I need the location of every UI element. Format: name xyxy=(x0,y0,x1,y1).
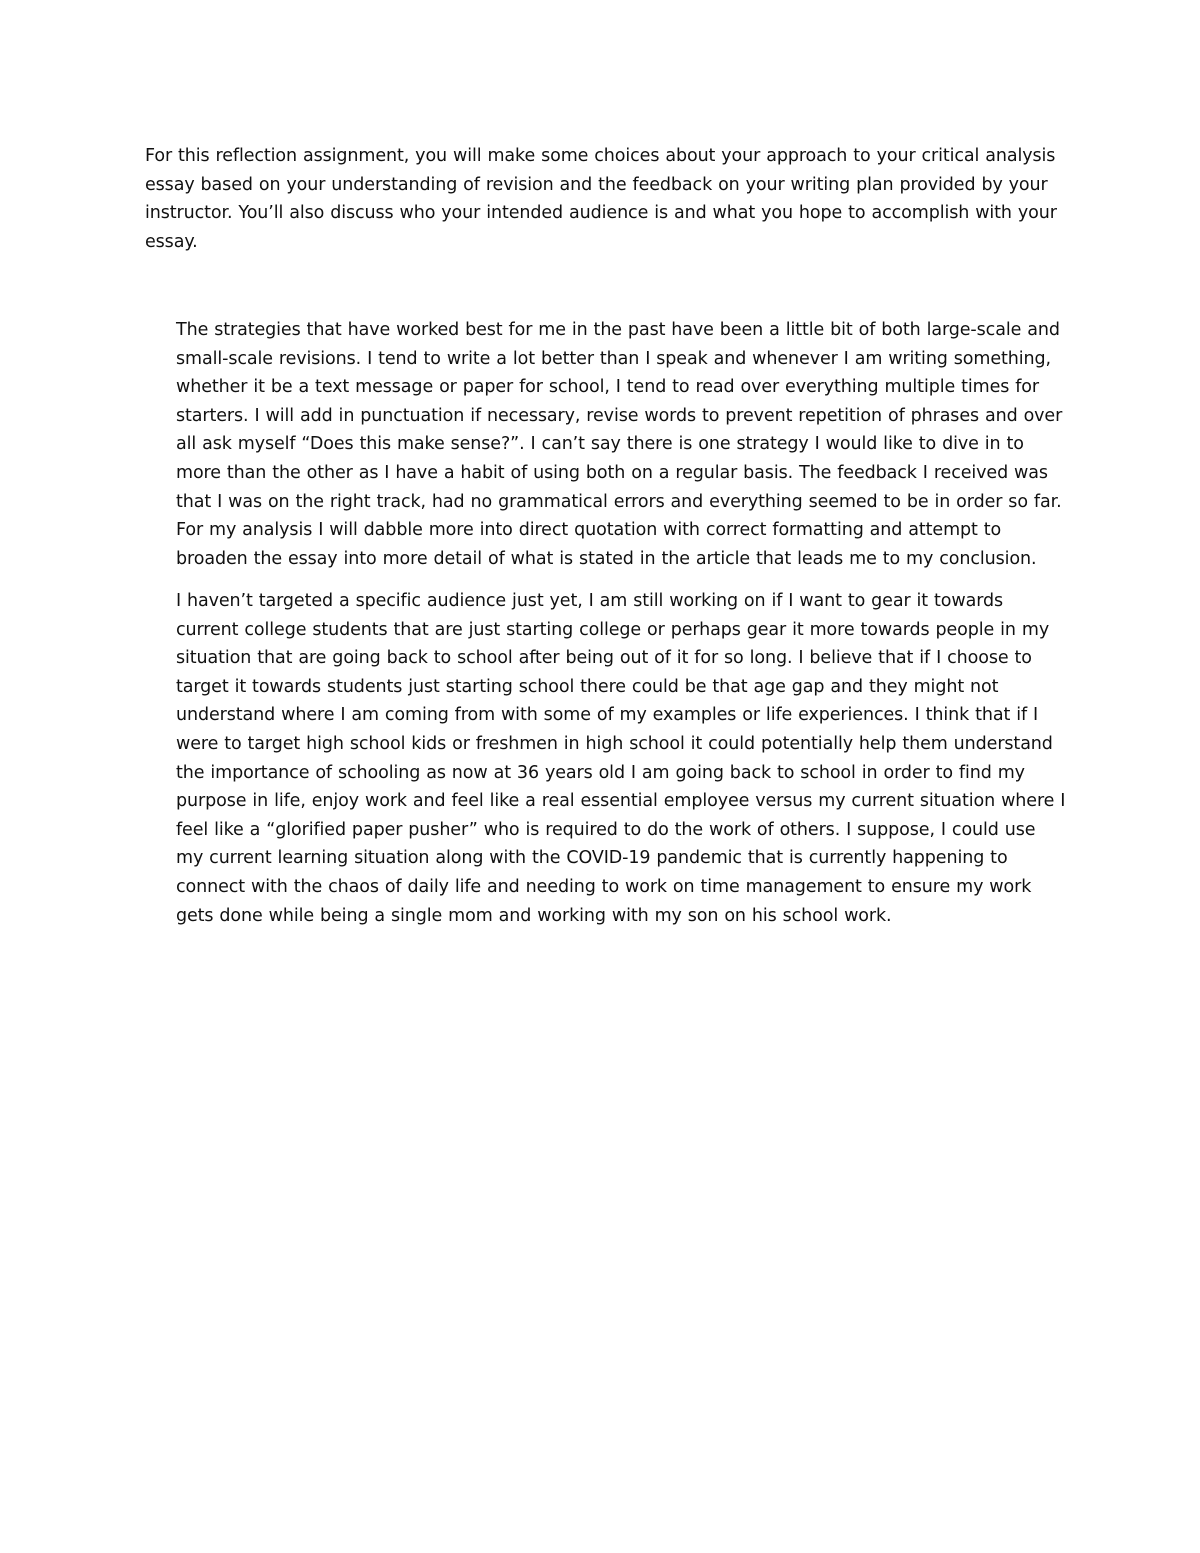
assignment-prompt: For this reflection assignment, you will make some choices about your approach to your critical analysis essay based on your understanding of revision and the feedback on your writing plan provided by your instructor. You’ll also discuss who your intended audience is and what you hope to accomplish with your essay. xyxy=(145,146,1057,252)
response-paragraph-revision-strategies: The strategies that have worked best for me in the past have been a little bit of both large-scale and small-scale revisions. I tend to write a lot better than I speak and whenever I am writing something, whether it be a text message or paper for school, I tend to read over everything multiple times for starters. I will add in punctuation if necessary, revise words to prevent repetition of phrases and over all ask myself “Does this make sense?”. I can’t say there is one strategy I would like to dive in to more than the other as I have a habit of using both on a regular basis. The feedback I received was that I was on the right track, had no grammatical errors and everything seemed to be in order so far. For my analysis I will dabble more into direct quotation with correct formatting and attempt to broaden the essay into more detail of what is stated in the article that leads me to my conclusion. xyxy=(176,320,1063,569)
response-paragraph-intended-audience: I haven’t targeted a specific audience just yet, I am still working on if I want to gear it towards current college students that are just starting college or perhaps gear it more towards people in my situation that are going back to school after being out of it for so long. I believe that if I choose to target it towards students just starting school there could be that age gap and they might not understand where I am coming from with some of my examples or life experiences. I think that if I were to target high school kids or freshmen in high school it could potentially help them understand the importance of schooling as now at 36 years old I am going back to school in order to find my purpose in life, enjoy work and feel like a real essential employee versus my current situation where I feel like a “glorified paper pusher” who is required to do the work of others. I suppose, I could use my current learning situation along with the COVID-19 pandemic that is currently happening to connect with the chaos of daily life and needing to work on time management to ensure my work gets done while being a single mom and working with my son on his school work. xyxy=(176,591,1066,926)
